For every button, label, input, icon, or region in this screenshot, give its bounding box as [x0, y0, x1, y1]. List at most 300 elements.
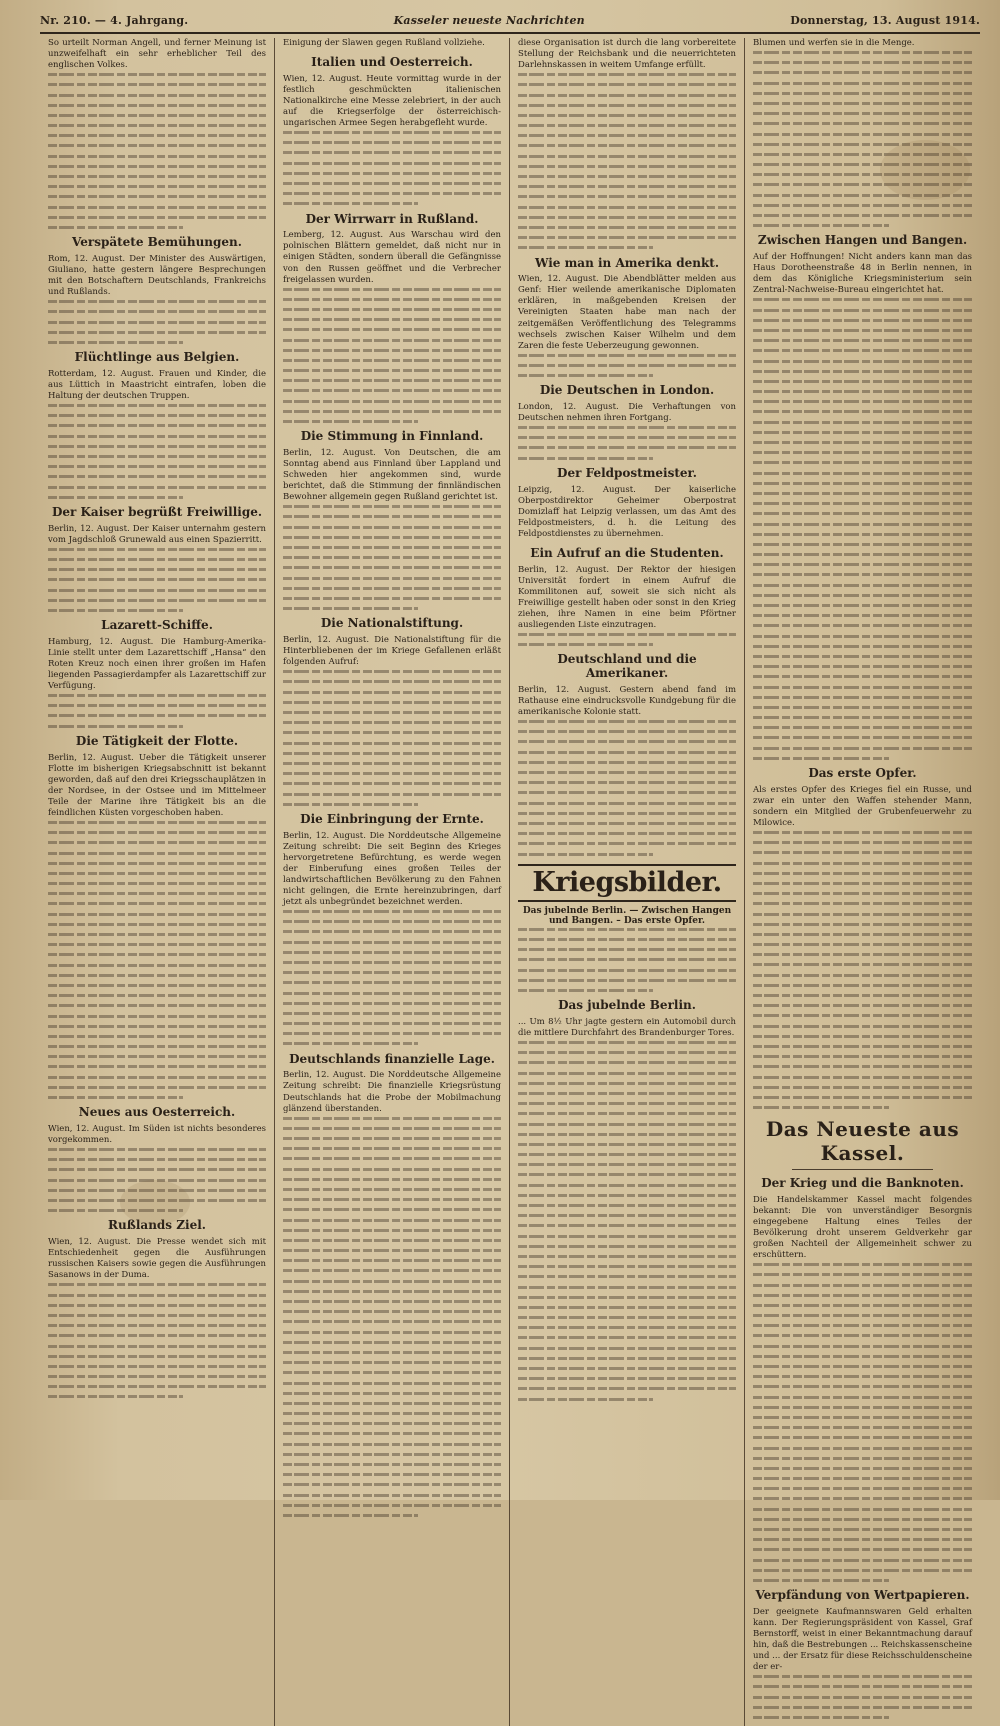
illegible-text-line — [518, 989, 653, 992]
illegible-text-line — [283, 981, 501, 984]
article-lead: London, 12. August. Die Verhaftungen von Deutschen nehmen ihren Fortgang. — [518, 402, 736, 424]
illegible-text-line — [518, 374, 653, 377]
illegible-text-line — [283, 151, 501, 154]
illegible-text-line — [753, 61, 972, 64]
illegible-text-line — [518, 938, 736, 941]
illegible-text-line — [283, 1219, 501, 1222]
article-headline: Verpfändung von Wertpapieren. — [755, 1588, 970, 1603]
illegible-text-line — [283, 1290, 501, 1293]
article-body — [48, 1148, 266, 1212]
illegible-text-line — [518, 246, 653, 249]
illegible-text-line — [518, 94, 736, 97]
illegible-text-line — [283, 1300, 501, 1303]
illegible-text-line — [753, 502, 972, 505]
article — [283, 38, 501, 49]
illegible-text-line — [518, 364, 736, 367]
illegible-text-line — [518, 1377, 736, 1380]
article — [518, 384, 736, 459]
article — [48, 506, 266, 612]
illegible-text-line — [283, 762, 501, 765]
illegible-text-line — [48, 1385, 266, 1388]
illegible-text-line — [518, 1347, 736, 1350]
illegible-text-line — [283, 141, 501, 144]
illegible-text-line — [518, 436, 736, 439]
illegible-text-line — [48, 964, 266, 967]
article-body — [753, 831, 972, 1109]
illegible-text-line — [283, 515, 501, 518]
illegible-text-line — [753, 573, 972, 576]
illegible-text-line — [48, 1055, 266, 1058]
article-lead: Hamburg, 12. August. Die Hamburg-Amerika-Linie stellt unter dem Lazarettschiff „Hansa“ den Roten Kreuz noch einen ihrer großen im Hafen liegenden Passagierdampfer als Lazarettschiff zur Verfügung. — [48, 636, 266, 692]
illegible-text-line — [753, 665, 972, 668]
illegible-text-line — [518, 979, 736, 982]
illegible-text-line — [753, 1487, 972, 1490]
illegible-text-line — [518, 1286, 736, 1289]
article — [518, 38, 736, 249]
illegible-text-line — [48, 1294, 266, 1297]
illegible-text-line — [518, 853, 653, 856]
illegible-text-line — [48, 862, 266, 865]
illegible-text-line — [753, 1426, 972, 1429]
illegible-text-line — [518, 1163, 736, 1166]
illegible-text-line — [48, 465, 266, 468]
illegible-text-line — [518, 144, 736, 147]
article-lead: Der geeignete Kaufmannswaren Geld erhalten kann. Der Regierungspräsident von Kassel, Graf Bernstorff, weist in einer Bekanntmachung darauf hin, daß die Bestrebungen ... Reichskassenscheine und ... der Ersatz für diese Reichsschuldenscheine der er- — [753, 1606, 972, 1673]
article-body — [518, 354, 736, 377]
illegible-text-line — [753, 1497, 972, 1500]
illegible-text-line — [753, 1014, 972, 1017]
feature-subline: Das jubelnde Berlin. — Zwischen Hangen und Bangen. – Das erste Opfer. — [522, 905, 732, 926]
illegible-text-line — [283, 556, 501, 559]
illegible-text-line — [48, 1035, 266, 1038]
illegible-text-line — [518, 354, 736, 357]
issue-date: Donnerstag, 13. August 1914. — [790, 13, 980, 27]
illegible-text-line — [753, 214, 972, 217]
illegible-text-line — [518, 195, 736, 198]
illegible-text-line — [283, 577, 501, 580]
article-lead: Wien, 12. August. Die Presse wendet sich mit Entschiedenheit gegen die Ausführungen russischen Kaisers sowie gegen die Ausführungen Sasanows in der Duma. — [48, 1237, 266, 1281]
illegible-text-line — [518, 1316, 736, 1319]
article — [753, 767, 972, 1109]
illegible-text-line — [753, 410, 972, 413]
illegible-text-line — [48, 1324, 266, 1327]
illegible-text-line — [48, 321, 266, 324]
illegible-text-line — [753, 933, 972, 936]
illegible-text-line — [753, 472, 972, 475]
article-headline: Flüchtlinge aus Belgien. — [74, 350, 240, 365]
illegible-text-line — [753, 913, 972, 916]
article-body — [48, 1283, 266, 1398]
illegible-text-line — [518, 1214, 736, 1217]
article — [48, 1219, 266, 1398]
illegible-text-line — [48, 841, 266, 844]
illegible-text-line — [283, 526, 501, 529]
article-lead: diese Organisation ist durch die lang vorbereitete Stellung der Reichsbank und die neuerrichteten Darlehnskassen in weitem Umfange erfüllt. — [518, 38, 736, 71]
illegible-text-line — [48, 558, 266, 561]
illegible-text-line — [518, 1112, 736, 1115]
illegible-text-line — [48, 994, 266, 997]
illegible-text-line — [518, 175, 736, 178]
illegible-text-line — [753, 390, 972, 393]
illegible-text-line — [48, 1365, 266, 1368]
illegible-text-line — [753, 851, 972, 854]
illegible-text-line — [518, 1061, 736, 1064]
illegible-text-line — [48, 1148, 266, 1151]
illegible-text-line — [753, 1457, 972, 1460]
illegible-text-line — [283, 951, 501, 954]
issue-number: Nr. 210. — 4. Jahrgang. — [40, 13, 189, 27]
newspaper-title: Kasseler neueste Nachrichten — [393, 13, 585, 27]
illegible-text-line — [753, 441, 972, 444]
illegible-text-line — [48, 1314, 266, 1317]
illegible-text-line — [48, 435, 266, 438]
illegible-text-line — [283, 701, 501, 704]
illegible-text-line — [283, 1351, 501, 1354]
article — [283, 1053, 501, 1517]
article-headline: Die Nationalstiftung. — [320, 616, 464, 631]
article-body — [753, 51, 972, 227]
illegible-text-line — [283, 1127, 501, 1130]
illegible-text-line — [48, 943, 266, 946]
article-body — [753, 1675, 972, 1719]
illegible-text-line — [48, 1015, 266, 1018]
article-lead: Blumen und werfen sie in die Menge. — [753, 38, 915, 48]
illegible-text-line — [753, 563, 972, 566]
illegible-text-line — [48, 114, 266, 117]
article-headline: Deutschlands finanzielle Lage. — [289, 1051, 495, 1066]
illegible-text-line — [753, 163, 972, 166]
illegible-text-line — [753, 482, 972, 485]
illegible-text-line — [518, 771, 736, 774]
article-lead: Berlin, 12. August. Von Deutschen, die am Sonntag abend aus Finnland über Lappland und Schweden hier angekommen sind, wurde berichtet, daß die Stimmung der finnländischen Bewohner allgemein gegen Rußland gerichtet ist. — [283, 448, 501, 503]
article — [753, 1589, 972, 1719]
illegible-text-line — [283, 318, 501, 321]
illegible-text-line — [283, 1229, 501, 1232]
illegible-text-line — [48, 1065, 266, 1068]
illegible-text-line — [283, 1042, 418, 1045]
illegible-text-line — [518, 1194, 736, 1197]
illegible-text-line — [283, 369, 501, 372]
illegible-text-line — [283, 752, 501, 755]
illegible-text-line — [518, 740, 736, 743]
illegible-text-line — [753, 736, 972, 739]
illegible-text-line — [48, 953, 266, 956]
illegible-text-line — [48, 1345, 266, 1348]
article-body — [753, 298, 972, 759]
illegible-text-line — [753, 594, 972, 597]
column-4 — [745, 38, 980, 1726]
illegible-text-line — [518, 1173, 736, 1176]
illegible-text-line — [283, 1361, 501, 1364]
illegible-text-line — [283, 1178, 501, 1181]
illegible-text-line — [753, 923, 972, 926]
illegible-text-line — [283, 1463, 501, 1466]
illegible-text-line — [48, 1209, 183, 1212]
illegible-text-line — [753, 624, 972, 627]
illegible-text-line — [283, 1494, 501, 1497]
illegible-text-line — [48, 226, 183, 229]
section-headline: Das Neueste aus Kassel. — [765, 1117, 960, 1166]
illegible-text-line — [753, 1706, 972, 1709]
illegible-text-line — [753, 757, 889, 760]
article — [48, 38, 266, 229]
illegible-text-line — [518, 633, 736, 636]
illegible-text-line — [518, 124, 736, 127]
illegible-text-line — [518, 216, 736, 219]
article — [283, 430, 501, 610]
illegible-text-line — [283, 971, 501, 974]
illegible-text-line — [48, 104, 266, 107]
illegible-text-line — [48, 923, 266, 926]
article-headline: Das erste Opfer. — [808, 766, 917, 781]
illegible-text-line — [283, 1188, 501, 1191]
illegible-text-line — [283, 1473, 501, 1476]
illegible-text-line — [753, 224, 889, 227]
illegible-text-line — [48, 872, 266, 875]
illegible-text-line — [283, 772, 501, 775]
illegible-text-line — [48, 341, 183, 344]
article-headline: Der Kaiser begrüßt Freiwillige. — [51, 504, 263, 519]
article-headline: Der Feldpostmeister. — [557, 465, 697, 480]
illegible-text-line — [283, 1412, 501, 1415]
illegible-text-line — [48, 984, 266, 987]
illegible-text-line — [753, 1528, 972, 1531]
illegible-text-line — [753, 675, 972, 678]
illegible-text-line — [518, 928, 736, 931]
illegible-text-line — [753, 645, 972, 648]
article — [283, 617, 501, 805]
article-lead: Wien, 12. August. Heute vormittag wurde in der festlich geschmückten italienischen Nationalkirche eine Messe zelebriert, in der auch auf die Kriegserfolge der österreichisch-ungarischen Armee Segen herabgefleht wurde. — [283, 73, 501, 129]
illegible-text-line — [518, 958, 736, 961]
illegible-text-line — [283, 536, 501, 539]
illegible-text-line — [518, 1143, 736, 1146]
illegible-text-line — [283, 587, 501, 590]
illegible-text-line — [753, 994, 972, 997]
illegible-text-line — [283, 400, 501, 403]
illegible-text-line — [753, 892, 972, 895]
illegible-text-line — [283, 1137, 501, 1140]
illegible-text-line — [48, 599, 266, 602]
article-body — [518, 426, 736, 460]
article — [518, 999, 736, 1400]
illegible-text-line — [518, 1265, 736, 1268]
illegible-text-line — [283, 1239, 501, 1242]
illegible-text-line — [283, 691, 501, 694]
illegible-text-line — [753, 1477, 972, 1480]
illegible-text-line — [283, 328, 501, 331]
illegible-text-line — [48, 185, 266, 188]
illegible-text-line — [518, 457, 653, 460]
illegible-text-line — [283, 1157, 501, 1160]
illegible-text-line — [753, 92, 972, 95]
illegible-text-line — [753, 1025, 972, 1028]
illegible-text-line — [753, 1004, 972, 1007]
article — [48, 735, 266, 1099]
illegible-text-line — [753, 512, 972, 515]
illegible-text-line — [753, 523, 972, 526]
illegible-text-line — [518, 842, 736, 845]
illegible-text-line — [283, 1208, 501, 1211]
illegible-text-line — [283, 410, 501, 413]
illegible-text-line — [753, 1508, 972, 1511]
illegible-text-line — [518, 1326, 736, 1329]
illegible-text-line — [518, 155, 736, 158]
columns — [40, 38, 980, 1673]
column-1 — [40, 38, 275, 1726]
illegible-text-line — [753, 1263, 972, 1266]
illegible-text-line — [753, 173, 972, 176]
illegible-text-line — [283, 930, 501, 933]
illegible-text-line — [283, 349, 501, 352]
illegible-text-line — [753, 421, 972, 424]
illegible-text-line — [283, 910, 501, 913]
illegible-text-line — [753, 194, 972, 197]
illegible-text-line — [48, 216, 266, 219]
illegible-text-line — [48, 486, 266, 489]
illegible-text-line — [753, 862, 972, 865]
illegible-text-line — [283, 961, 501, 964]
article-body — [283, 910, 501, 1045]
illegible-text-line — [518, 1398, 653, 1401]
illegible-text-line — [48, 548, 266, 551]
article-headline: Das jubelnde Berlin. — [558, 998, 696, 1013]
illegible-text-line — [283, 1310, 501, 1313]
illegible-text-line — [753, 183, 972, 186]
illegible-text-line — [753, 153, 972, 156]
article-lead: Rotterdam, 12. August. Frauen und Kinder, die aus Lüttich in Maastricht eintrafen, loben die Haltung der deutschen Truppen. — [48, 368, 266, 401]
illegible-text-line — [518, 751, 736, 754]
illegible-text-line — [283, 420, 418, 423]
illegible-text-line — [48, 589, 266, 592]
article-body — [48, 548, 266, 612]
illegible-text-line — [518, 791, 736, 794]
illegible-text-line — [283, 1032, 501, 1035]
illegible-text-line — [48, 1375, 266, 1378]
illegible-text-line — [283, 742, 501, 745]
illegible-text-line — [753, 1035, 972, 1038]
illegible-text-line — [753, 1416, 972, 1419]
illegible-text-line — [753, 706, 972, 709]
illegible-text-line — [48, 310, 266, 313]
illegible-text-line — [518, 104, 736, 107]
illegible-text-line — [283, 288, 501, 291]
illegible-text-line — [283, 711, 501, 714]
illegible-text-line — [518, 802, 736, 805]
article — [283, 213, 501, 423]
illegible-text-line — [283, 721, 501, 724]
article-lead: Berlin, 12. August. Der Kaiser unternahm gestern vom Jagdschloß Grunewald aus einen Spazierritt. — [48, 523, 266, 545]
illegible-text-line — [518, 1041, 736, 1044]
illegible-text-line — [48, 1355, 266, 1358]
illegible-text-line — [753, 902, 972, 905]
illegible-text-line — [283, 1371, 501, 1374]
illegible-text-line — [48, 852, 266, 855]
article — [48, 236, 266, 344]
illegible-text-line — [753, 1375, 972, 1378]
column-3 — [510, 38, 745, 1726]
article-headline: Die Stimmung in Finnland. — [300, 429, 484, 444]
illegible-text-line — [753, 747, 972, 750]
masthead — [40, 8, 980, 34]
illegible-text-line — [753, 112, 972, 115]
article-body — [518, 1041, 736, 1401]
illegible-text-line — [283, 1422, 501, 1425]
article-body — [518, 720, 736, 855]
illegible-text-line — [283, 1269, 501, 1272]
illegible-text-line — [518, 1051, 736, 1054]
illegible-text-line — [283, 782, 501, 785]
illegible-text-line — [753, 1355, 972, 1358]
illegible-text-line — [518, 1245, 736, 1248]
illegible-text-line — [518, 1367, 736, 1370]
article-body — [518, 633, 736, 646]
illegible-text-line — [753, 1106, 889, 1109]
illegible-text-line — [753, 1559, 972, 1562]
illegible-text-line — [283, 1249, 501, 1252]
illegible-text-line — [518, 1082, 736, 1085]
article — [48, 351, 266, 499]
illegible-text-line — [753, 380, 972, 383]
illegible-text-line — [48, 124, 266, 127]
illegible-text-line — [48, 206, 266, 209]
illegible-text-line — [48, 1179, 266, 1182]
article-headline: Zwischen Hangen und Bangen. — [757, 233, 968, 248]
illegible-text-line — [753, 1076, 972, 1079]
illegible-text-line — [753, 1569, 972, 1572]
illegible-text-line — [48, 1334, 266, 1337]
illegible-text-line — [48, 892, 266, 895]
article-headline: Italien und Oesterreich. — [311, 55, 473, 70]
illegible-text-line — [283, 1012, 501, 1015]
article — [48, 1106, 266, 1212]
illegible-text-line — [518, 781, 736, 784]
illegible-text-line — [48, 913, 266, 916]
illegible-text-line — [753, 1538, 972, 1541]
illegible-text-line — [283, 379, 501, 382]
illegible-text-line — [753, 370, 972, 373]
article-body — [283, 505, 501, 610]
illegible-text-line — [753, 1696, 972, 1699]
illegible-text-line — [48, 404, 266, 407]
illegible-text-line — [283, 359, 501, 362]
article-body — [283, 1117, 501, 1517]
illegible-text-line — [48, 1004, 266, 1007]
illegible-text-line — [753, 329, 972, 332]
article-lead: Leipzig, 12. August. Der kaiserliche Oberpostdirektor Geheimer Oberpostrat Domizlaff hat Leipzig verlassen, um das Amt des Feldpostmeisters, d. h. die Leitung des Feldpostdienstes zu übernehmen. — [518, 484, 736, 539]
illegible-text-line — [283, 182, 501, 185]
article-lead: ... Um 8½ Uhr jagte gestern ein Automobil durch die mittlere Durchfahrt des Brandenburger Tores. — [518, 1016, 736, 1038]
illegible-text-line — [753, 604, 972, 607]
illegible-text-line — [753, 1579, 889, 1582]
illegible-text-line — [753, 204, 972, 207]
illegible-text-line — [518, 1336, 736, 1339]
article-lead: Rom, 12. August. Der Minister des Auswärtigen, Giuliano, hatte gestern längere Besprechungen mit den Botschaftern Deutschlands, Frankreichs und Rußlands. — [48, 253, 266, 298]
illegible-text-line — [518, 1102, 736, 1105]
illegible-text-line — [283, 680, 501, 683]
article-lead: Als erstes Opfer des Krieges fiel ein Russe, und zwar ein unter den Waffen stehender Mann, sondern ein Mitglied der Grubenfeuerwehr zu Milowice. — [753, 784, 972, 828]
illegible-text-line — [518, 730, 736, 733]
illegible-text-line — [753, 309, 972, 312]
illegible-text-line — [518, 643, 653, 646]
illegible-text-line — [753, 349, 972, 352]
illegible-text-line — [518, 1153, 736, 1156]
article-headline: Der Krieg und die Banknoten. — [761, 1176, 964, 1191]
illegible-text-line — [48, 933, 266, 936]
illegible-text-line — [518, 832, 736, 835]
article-lead: So urteilt Norman Angell, und ferner Meinung ist unzweifelhaft ein sehr erheblicher Teil des englischen Volkes. — [48, 38, 266, 71]
article-body — [753, 1263, 972, 1582]
illegible-text-line — [518, 1072, 736, 1075]
